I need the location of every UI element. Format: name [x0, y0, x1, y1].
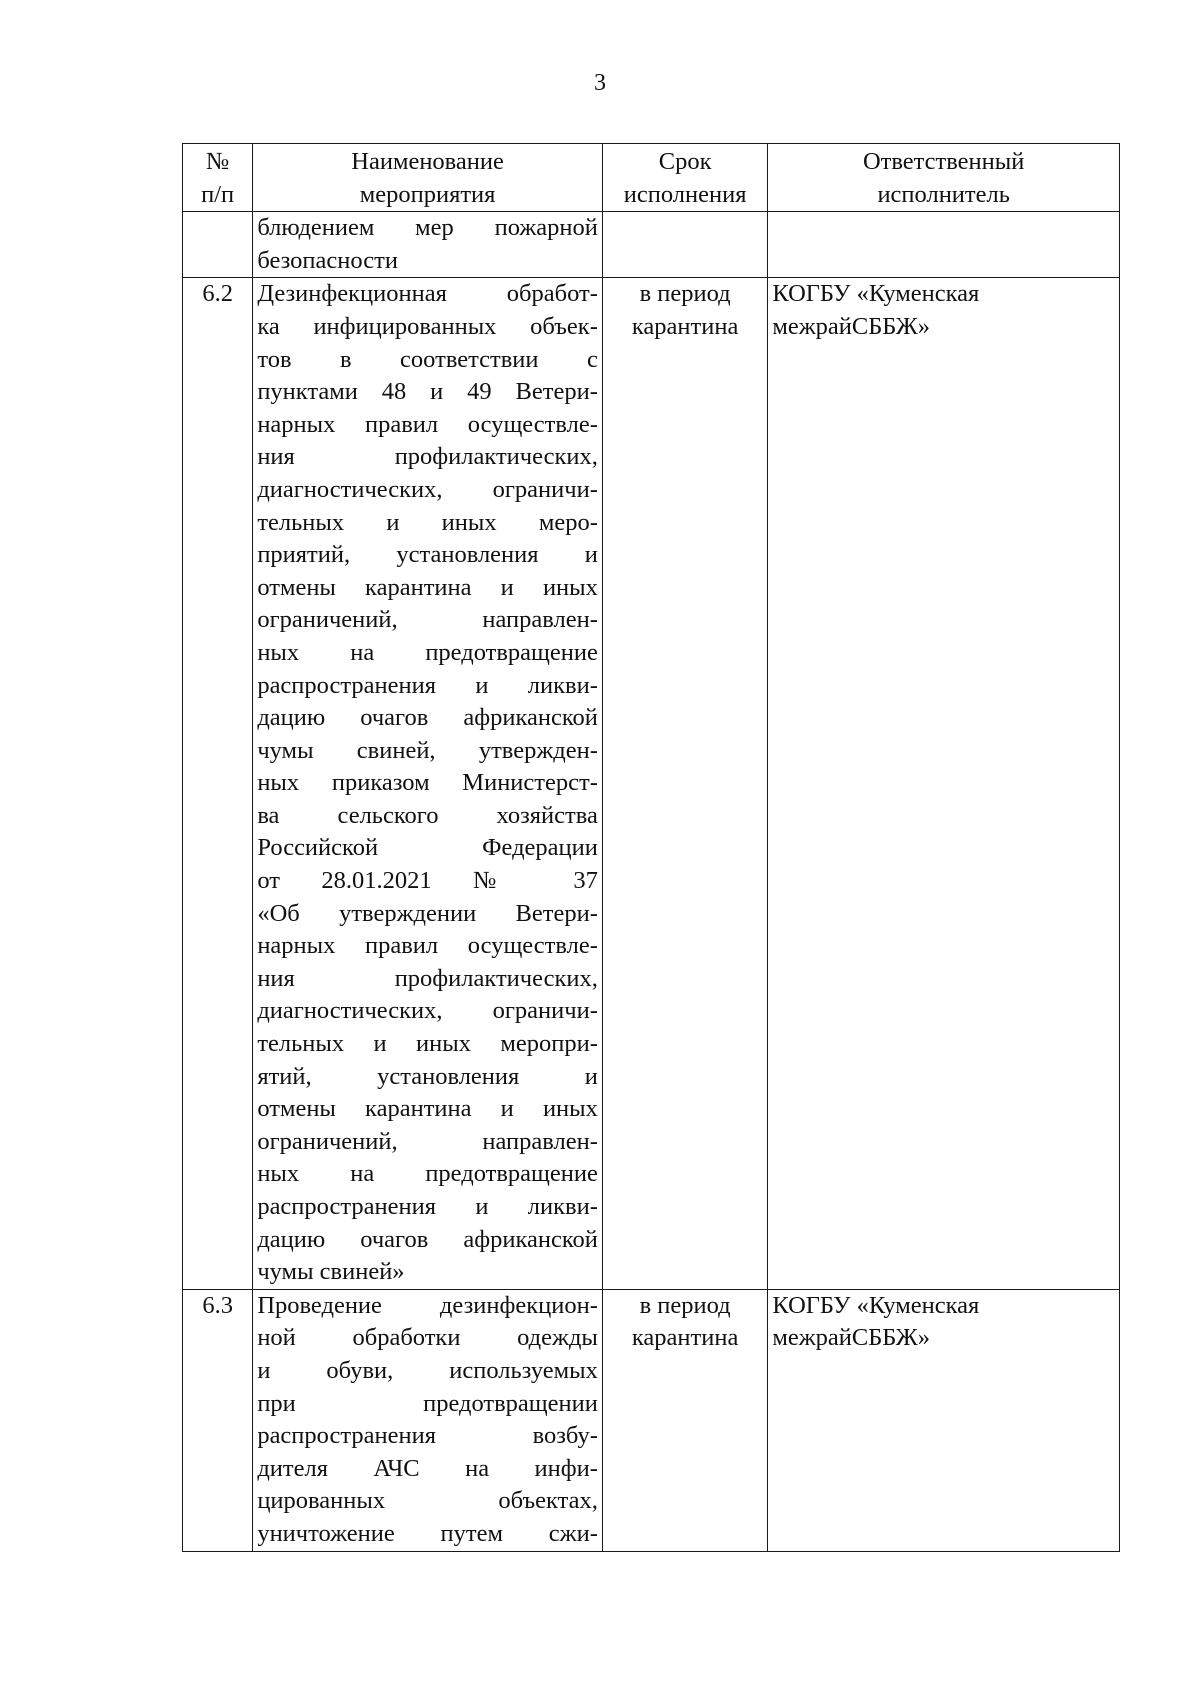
activity-name-line: цированных объектах, — [257, 1487, 598, 1515]
activity-name-line: ограничений, направлен- — [257, 1127, 598, 1155]
activity-term — [602, 1289, 767, 1551]
header-term — [602, 144, 767, 212]
header-name-line: мероприятия — [359, 180, 496, 208]
activity-name-line: диагностических, ограничи- — [257, 997, 598, 1025]
activity-responsible — [768, 1289, 1120, 1551]
activity-responsible — [768, 212, 1120, 278]
activity-name-line: блюдением мер пожарной — [257, 214, 598, 242]
activity-responsible-line: КОГБУ «Куменская — [772, 280, 980, 308]
header-name — [253, 144, 603, 212]
activity-name-line: ных приказом Министерст- — [257, 769, 598, 797]
activity-name-line: распространения и ликви- — [257, 1193, 598, 1220]
row-number: 6.2 — [183, 278, 253, 1289]
table-row — [183, 212, 1120, 278]
activity-name-line: дацию очагов африканской — [257, 1225, 598, 1253]
activity-name-line: ных на предотвращение — [257, 638, 598, 666]
activity-name-line: ной обработки одежды — [257, 1324, 598, 1352]
header-num — [183, 144, 253, 212]
activity-name-line: Российской Федерации — [257, 834, 598, 862]
activity-name-line: тельных и иных меро- — [257, 508, 598, 536]
activity-name-line: нарных правил осуществле- — [257, 932, 598, 960]
activity-name-line: ка инфицированных объек- — [257, 312, 598, 340]
activity-term-line: в период — [639, 1291, 731, 1319]
header-num-line: п/п — [201, 180, 235, 208]
activity-name-line: нарных правил осуществле- — [257, 410, 598, 438]
activity-responsible-line: межрайСББЖ» — [772, 312, 930, 340]
header-resp — [768, 144, 1120, 212]
activity-name-line: ва сельского хозяйства — [257, 801, 598, 829]
activity-term-line: в период — [639, 280, 731, 308]
table-row — [183, 278, 1120, 1289]
table-header-row — [183, 144, 1120, 212]
activity-responsible-line: КОГБУ «Куменская — [772, 1291, 980, 1319]
header-resp-line: Ответственный — [862, 148, 1025, 175]
header-name-line: Наименование — [351, 148, 504, 175]
table-row — [183, 1289, 1120, 1551]
activity-responsible — [768, 278, 1120, 1289]
activity-name-line: дацию очагов африканской — [257, 704, 598, 732]
row-number — [183, 212, 253, 278]
activity-name-line: безопасности — [257, 246, 398, 274]
activity-responsible-line: межрайСББЖ» — [772, 1324, 930, 1352]
row-number: 6.3 — [183, 1289, 253, 1551]
activity-name-line: ных на предотвращение — [257, 1160, 598, 1188]
activity-name — [253, 278, 603, 1289]
activity-name-line: тельных и иных меропри- — [257, 1030, 598, 1058]
activity-name-line: и обуви, используемых — [257, 1356, 598, 1384]
activity-name — [253, 212, 603, 278]
activity-name-line: диагностических, ограничи- — [257, 475, 598, 503]
activity-name-line: отмены карантина и иных — [257, 573, 598, 601]
activity-term — [602, 212, 767, 278]
activity-name-line: чумы свиней, утвержден- — [257, 736, 598, 764]
activity-name-line: Дезинфекционная обработ- — [257, 280, 598, 308]
activity-name-line: пунктами 48 и 49 Ветери- — [257, 378, 598, 406]
page-number: 3 — [594, 70, 606, 96]
activity-name-line: ния профилактических, — [257, 964, 598, 992]
header-term-line: исполнения — [623, 180, 747, 208]
header-num-line: № — [205, 148, 230, 175]
activity-term — [602, 278, 767, 1289]
activity-term-line: карантина — [631, 312, 739, 340]
activity-name — [253, 1289, 603, 1551]
activity-name-line: от 28.01.2021 № 37 — [257, 867, 598, 895]
activity-name-line: распространения возбу- — [257, 1422, 598, 1450]
activity-name-line: ограничений, направлен- — [257, 606, 598, 634]
header-resp-line: исполнитель — [877, 180, 1010, 208]
activity-name-line: чумы свиней» — [257, 1258, 405, 1286]
activity-name-line: Проведение дезинфекцион- — [257, 1291, 598, 1319]
activity-name-line: приятий, установления и — [257, 541, 598, 569]
activity-name-line: распространения и ликви- — [257, 671, 598, 699]
activity-name-line: при предотвращении — [257, 1389, 598, 1417]
activity-name-line: отмены карантина и иных — [257, 1095, 598, 1123]
activity-name-line: тов в соответствии с — [257, 345, 598, 373]
header-term-line: Срок — [658, 148, 712, 175]
activities-table — [182, 143, 1120, 1552]
activity-term-line: карантина — [631, 1324, 739, 1352]
activity-name-line: ния профилактических, — [257, 443, 598, 471]
activity-name-line: ятий, установления и — [257, 1062, 598, 1090]
activity-name-line: уничтожение путем сжи- — [257, 1519, 598, 1547]
activity-name-line: дителя АЧС на инфи- — [257, 1454, 598, 1482]
activity-name-line: «Об утверждении Ветери- — [257, 899, 598, 927]
